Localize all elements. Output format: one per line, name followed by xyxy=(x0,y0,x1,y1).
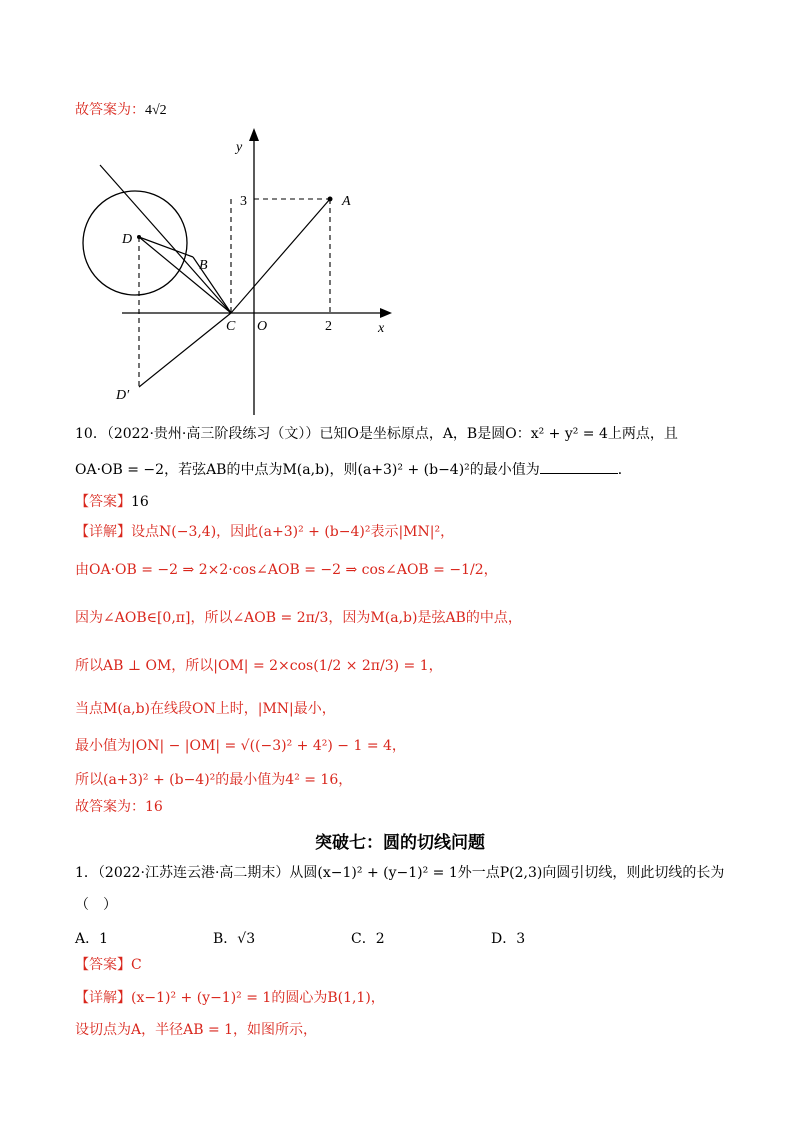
answer-blank xyxy=(540,461,618,474)
q1-stem-line2: （ ） xyxy=(75,897,117,913)
label-a: A xyxy=(342,194,351,209)
label-d: D xyxy=(122,232,133,247)
segment-ca xyxy=(231,199,330,313)
previous-answer xyxy=(75,99,167,119)
section-title: 突破七：圆的切线问题 xyxy=(315,833,485,853)
q1-option-a: A．1 xyxy=(75,931,109,947)
q10-answer-label: 【答案】 xyxy=(75,494,131,510)
coordinate-figure xyxy=(0,125,800,425)
previous-answer-label: 故答案为： xyxy=(75,102,145,118)
q1-stem-line1: 1．（2022·江苏连云港·高二期末）从圆(x−1)² + (y−1)² = 1外一点P(2,3)向圆引切线，则此切线的长为 xyxy=(75,865,725,881)
q10-answer-value: 16 xyxy=(131,494,149,510)
q10-detail-line: 最小值为|ON| − |OM| = √((−3)² + 4²) − 1 = 4， xyxy=(75,738,406,754)
label-two: 2 xyxy=(325,319,332,334)
label-three: 3 xyxy=(240,194,247,209)
q10-detail-line: 由OA·OB = −2 ⇒ 2×2·cos∠AOB = −2 ⇒ cos∠AOB = −1/2， xyxy=(75,562,498,578)
q10-stem-line2-text: OA·OB = −2，若弦AB的中点为M(a,b)，则(a+3)² + (b−4)²的最小值为 xyxy=(75,462,540,478)
q1-answer xyxy=(75,958,142,972)
q1-option-b: B．√3 xyxy=(213,931,256,947)
q10-detail-line: 所以(a+3)² + (b−4)²的最小值为4² = 16， xyxy=(75,772,353,788)
segment-cdprime xyxy=(139,313,231,387)
label-x: x xyxy=(378,321,385,336)
y-axis-arrow xyxy=(249,128,259,141)
circle-d xyxy=(83,191,187,295)
label-c: C xyxy=(226,319,236,334)
label-b: B xyxy=(199,258,208,273)
q10-detail-line: 当点M(a,b)在线段ON上时，|MN|最小， xyxy=(75,701,336,717)
label-o: O xyxy=(257,319,268,334)
q1-answer-value: C xyxy=(131,957,142,973)
q1-option-c: C．2 xyxy=(351,931,385,947)
q10-detail-line: 【详解】设点N(−3,4)，因此(a+3)² + (b−4)²表示|MN|²， xyxy=(75,524,455,540)
q10-detail-line: 故答案为：16 xyxy=(75,799,163,815)
q1-answer-label: 【答案】 xyxy=(75,957,131,973)
previous-answer-value: 4√2 xyxy=(145,103,167,118)
x-axis-arrow xyxy=(380,308,392,318)
q10-stem-line2 xyxy=(75,461,632,477)
point-d xyxy=(137,235,141,239)
q10-detail-line: 因为∠AOB∈[0,π]，所以∠AOB = 2π/3，因为M(a,b)是弦AB的中点， xyxy=(75,610,522,626)
q1-detail-line: 【详解】(x−1)² + (y−1)² = 1的圆心为B(1,1)， xyxy=(75,990,385,1006)
q10-stem-line2-end: ． xyxy=(617,462,632,478)
q1-option-d: D．3 xyxy=(491,931,526,947)
q10-stem-line1: 10．（2022·贵州·高三阶段练习（文））已知O是坐标原点，A，B是圆O：x² + y² = 4上两点，且 xyxy=(75,426,678,442)
point-a xyxy=(328,197,333,202)
segment-dc xyxy=(139,237,231,313)
q1-detail-line: 设切点为A，半径AB = 1，如图所示， xyxy=(75,1022,318,1038)
q10-answer xyxy=(75,495,149,509)
q10-detail-line: 所以AB ⊥ OM，所以|OM| = 2×cos(1/2 × 2π/3) = 1， xyxy=(75,658,443,674)
label-dprime: D′ xyxy=(116,388,130,403)
tangent-line xyxy=(100,165,231,313)
label-y: y xyxy=(236,140,243,155)
